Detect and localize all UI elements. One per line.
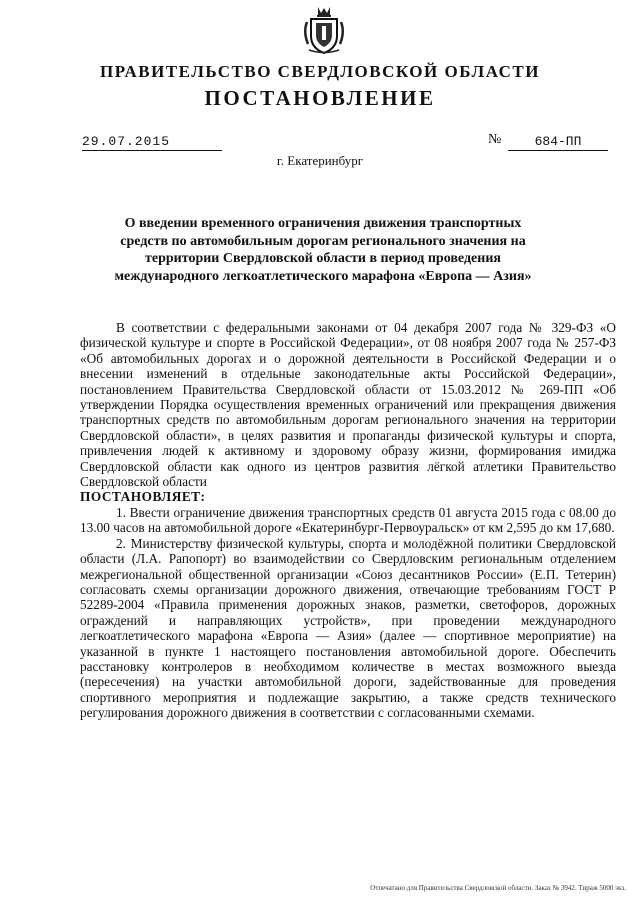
sverdlovsk-coat-of-arms-icon xyxy=(302,4,346,56)
decree-word: ПОСТАНОВЛЯЕТ: xyxy=(80,489,206,505)
print-footer: Отпечатано для Правительства Свердловской области. Заказ № 3942. Тираж 5000 экз. xyxy=(370,884,626,892)
decree-number-block xyxy=(488,132,608,152)
preamble-paragraph: В соответствии с федеральными законами от 04 декабря 2007 года № 329-ФЗ «О физической культуре и спорте в Российской Федерации», от 08 ноября 2007 года № 257-ФЗ «Об автомобильных дорогах и о дорожной деятельности в Российской Федерации и о внесении изменений в отдельные законодательные акты Российской Федерации», постановлением Правительства Свердловской области от 15.03.2012 № 269-ПП «Об утверждении Порядка осуществления временных ограничений или прекращения движения транспортных средств по автомобильным дорогам регионального значения на территории Свердловской области», в целях развития и пропаганды физической культуры и спорта, привлечения людей к активному и здоровому образу жизни, формирования имиджа Свердловской области как одного из центров развития лёгкой атлетики Правительство Свердловской области xyxy=(80,320,616,490)
document-type: ПОСТАНОВЛЕНИЕ xyxy=(204,86,436,110)
decree-date: 29.07.2015 xyxy=(82,134,222,151)
item-1-paragraph: 1. Ввести ограничение движения транспортных средств 01 августа 2015 года с 08.00 до 13.00 часов на автомобильной дороге «Екатеринбург-Первоуральск» от км 2,595 до км 17,680. xyxy=(80,504,616,536)
item-2-paragraph: 2. Министерству физической культуры, спорта и молодёжной политики Свердловской области (Л.А. Рапопорт) во взаимодействии со Свердловским региональным отделением межрегиональной общественной организации «Союз десантников России» (Е.П. Тетерин) согласовать схемы организации дорожного движения, отвечающие требованиям ГОСТ Р 52289-2004 «Правила применения дорожных знаков, разметки, светофоров, дорожных ограждений и направляющих устройств», при проведении международного легкоатлетического марафона «Европа — Азия» (далее — спортивное мероприятие) на указанной в пункте 1 настоящего постановления автомобильной дороге. Обеспечить расстановку контролеров в необходимом количестве в местах возможного выезда (пересечения) на участки автомобильной дороги, задействованные для проведения спортивного мероприятия и подлежащие закрытию, а также средств технического регулирования дорожного движения в соответствии с согласованными схемами. xyxy=(80,535,616,721)
number-sign: № xyxy=(488,132,502,147)
document-title: О введении временного ограничения движения транспортных средств по автомобильным дорогам регионального значения на территории Свердловской области в период проведения международного легкоатлетического марафона «Европа — Азия» xyxy=(114,216,532,284)
document-body xyxy=(80,320,616,721)
government-name: ПРАВИТЕЛЬСТВО СВЕРДЛОВСКОЙ ОБЛАСТИ xyxy=(100,62,540,81)
decree-number: 684-ПП xyxy=(508,134,608,151)
city: г. Екатеринбург xyxy=(276,153,364,168)
